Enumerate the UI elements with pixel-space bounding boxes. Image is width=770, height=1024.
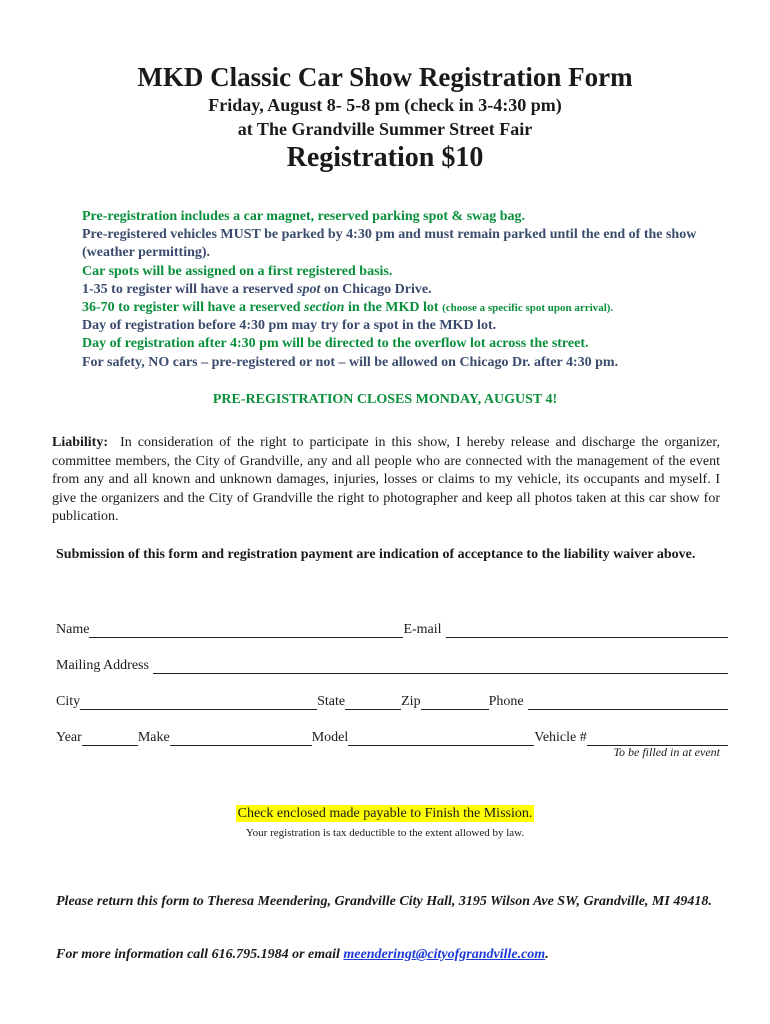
- phone-label: Phone: [488, 694, 524, 709]
- make-label: Make: [137, 730, 170, 745]
- info-line: Pre-registered vehicles MUST be parked by 4:30 pm and must remain parked until the end of the show (weather permitting).: [82, 227, 697, 261]
- return-instructions: Please return this form to Theresa Meendering, Grandville City Hall, 3195 Wilson Ave SW, Grandville, MI 49418.: [56, 894, 712, 909]
- email-label: E-mail: [403, 622, 442, 637]
- name-email-row: [56, 618, 728, 638]
- mailing-address-label: Mailing Address: [56, 658, 149, 673]
- year-field[interactable]: [82, 731, 138, 746]
- state-field[interactable]: [345, 695, 401, 710]
- name-label: Name: [56, 622, 90, 637]
- info-line: 1-35 to register will have a reserved spot on Chicago Drive.: [82, 281, 432, 297]
- submission-statement: Submission of this form and registration payment are indication of acceptance to the liability waiver above.: [56, 547, 696, 562]
- preregistration-deadline: PRE-REGISTRATION CLOSES MONDAY, AUGUST 4!: [212, 392, 558, 407]
- city-field[interactable]: [80, 695, 317, 710]
- city-row: [56, 690, 728, 710]
- model-label: Model: [311, 730, 349, 745]
- event-venue: at The Grandville Summer Street Fair: [237, 119, 533, 139]
- zip-field[interactable]: [421, 695, 489, 710]
- payment-note: [0, 806, 770, 822]
- phone-field[interactable]: [528, 695, 728, 710]
- filled-at-event-note: To be filled in at event: [613, 745, 720, 759]
- make-field[interactable]: [170, 731, 312, 746]
- form-title: MKD Classic Car Show Registration Form: [137, 62, 633, 92]
- info-line: 36-70 to register will have a reserved section in the MKD lot (choose a specific spot upon arrival).: [82, 300, 614, 316]
- name-field[interactable]: [89, 623, 403, 638]
- model-field[interactable]: [348, 731, 534, 746]
- registration-info: [82, 208, 742, 372]
- liability-text: In consideration of the right to participate in this show, I hereby release and discharge the organizer, committee members, the City of Grandville, any and all people who are connected with the management of the event from any and all known and unknown damages, injuries, losses or claims to my vehicle, its occupants and myself. I give the organizers and the City of Grandville the right to photographer and keep all photos taken at this car show for publication.: [52, 435, 720, 524]
- vehicle-number-label: Vehicle #: [534, 730, 587, 745]
- mailing-address-field[interactable]: [153, 659, 728, 674]
- email-field[interactable]: [446, 623, 728, 638]
- info-line: Day of registration before 4:30 pm may try for a spot in the MKD lot.: [82, 318, 497, 334]
- address-row: [56, 654, 728, 674]
- liability-label: Liability:: [52, 435, 109, 450]
- info-line: Car spots will be assigned on a first registered basis.: [82, 263, 393, 279]
- contact-info: For more information call 616.795.1984 or email meenderingt@cityofgrandville.com.: [56, 947, 549, 962]
- tax-deductible-note: Your registration is tax deductible to the extent allowed by law.: [245, 827, 525, 839]
- email-link[interactable]: meenderingt@cityofgrandville.com: [343, 947, 546, 962]
- info-line: Pre-registration includes a car magnet, reserved parking spot & swag bag.: [82, 209, 526, 224]
- check-payable-highlight: Check enclosed made payable to Finish the Mission.: [237, 806, 533, 821]
- registration-fee: Registration $10: [286, 142, 484, 173]
- info-line: For safety, NO cars – pre-registered or not – will be allowed on Chicago Dr. after 4:30 pm.: [82, 354, 619, 370]
- city-label: City: [56, 694, 81, 709]
- liability-waiver: [52, 434, 720, 527]
- vehicle-number-field[interactable]: [587, 731, 728, 746]
- state-label: State: [317, 694, 346, 709]
- year-label: Year: [56, 730, 82, 745]
- event-date: Friday, August 8- 5-8 pm (check in 3-4:30 pm): [208, 95, 562, 115]
- zip-label: Zip: [401, 694, 421, 709]
- vehicle-row: [56, 726, 728, 746]
- info-line: Day of registration after 4:30 pm will be directed to the overflow lot across the street.: [82, 336, 589, 352]
